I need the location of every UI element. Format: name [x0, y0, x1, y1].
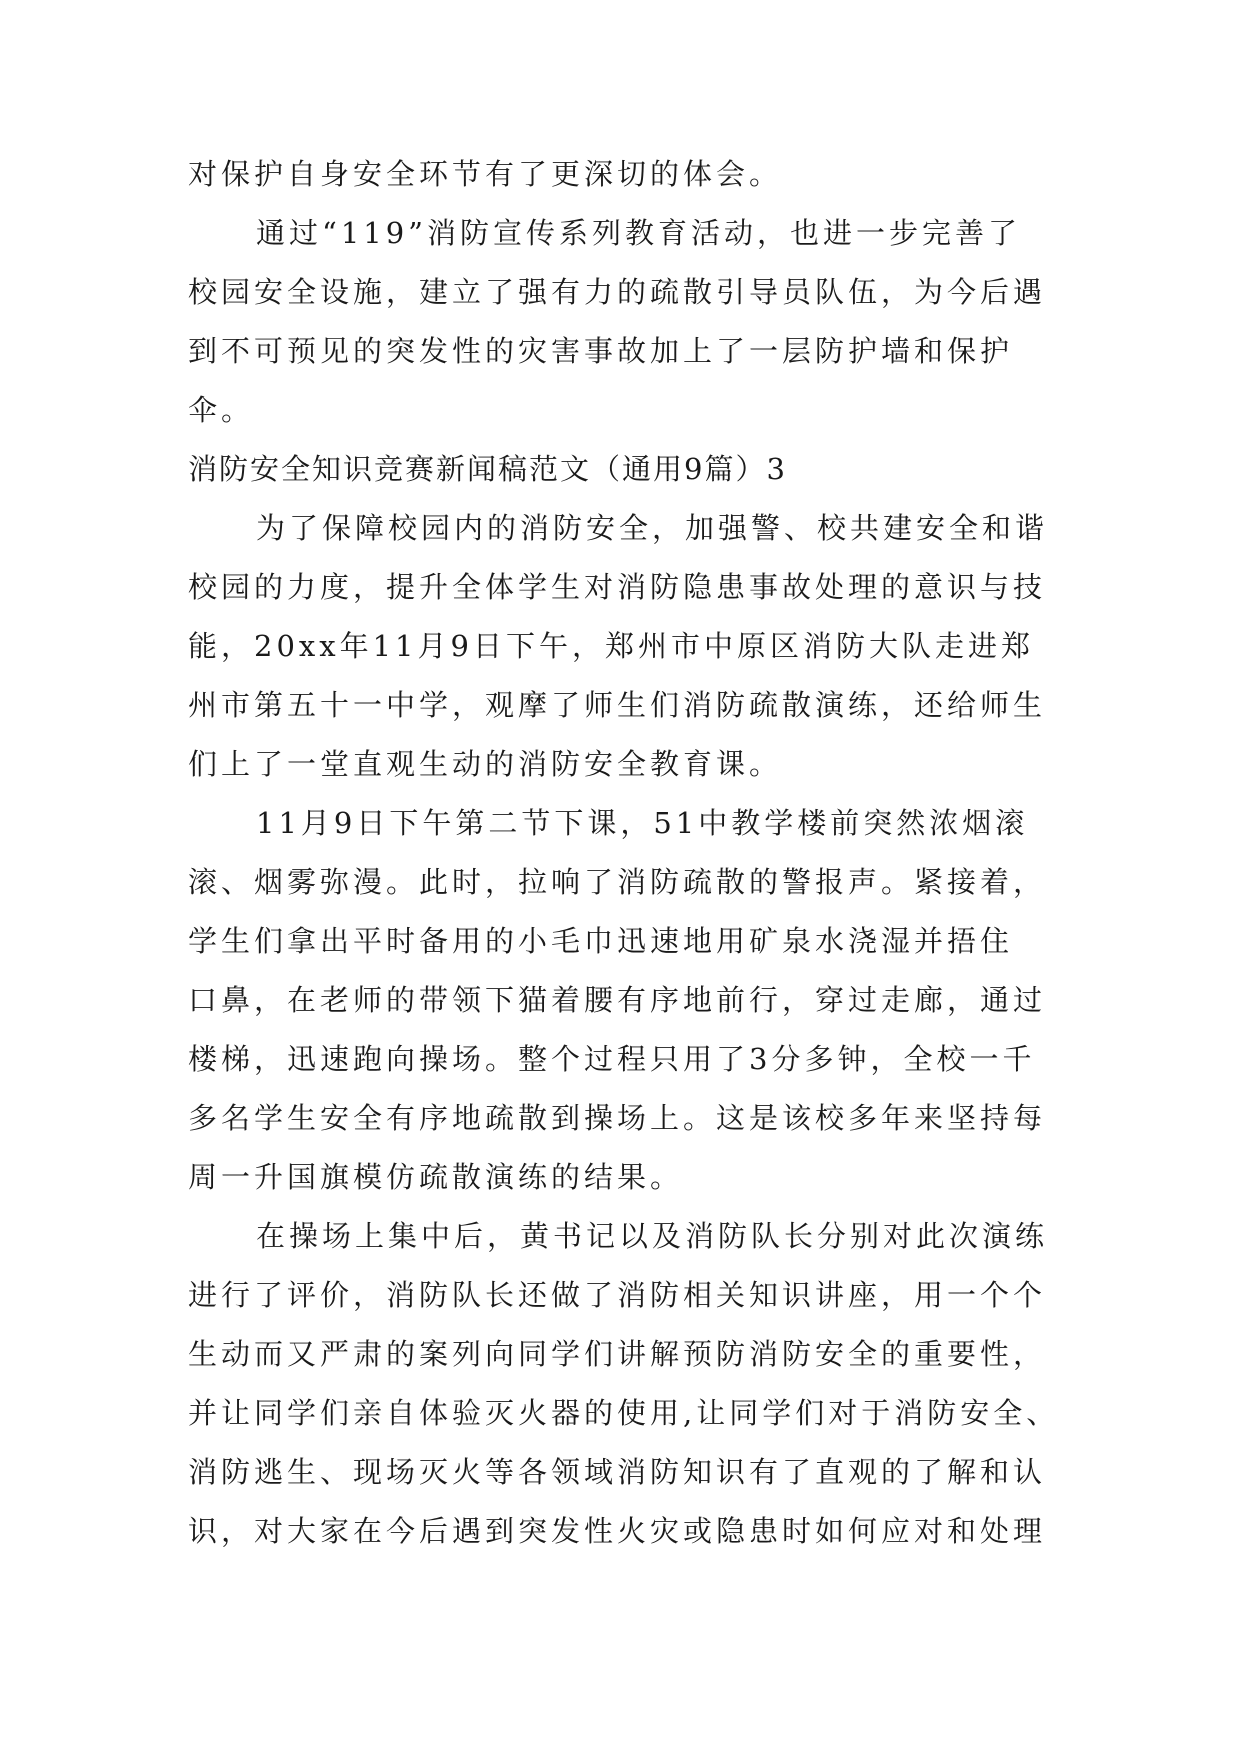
text-line: 滚、烟雾弥漫。此时，拉响了消防疏散的警报声。紧接着， — [188, 865, 1047, 899]
text-line: 伞。 — [188, 393, 255, 427]
text-line: 识，对大家在今后遇到突发性火灾或隐患时如何应对和处理 — [188, 1514, 1047, 1548]
text-line: 并让同学们亲自体验灭火器的使用,让同学们对于消防安全、 — [188, 1396, 1060, 1430]
text-line: 校园的力度，提升全体学生对消防隐患事故处理的意识与技 — [188, 570, 1047, 604]
text-line: 生动而又严肃的案列向同学们讲解预防消防安全的重要性， — [188, 1337, 1047, 1371]
text-line: 进行了评价，消防队长还做了消防相关知识讲座，用一个个 — [188, 1278, 1047, 1312]
paragraph-start-line: 通过“119”消防宣传系列教育活动，也进一步完善了 — [256, 216, 1022, 250]
text-line: 消防逃生、现场灭火等各领域消防知识有了直观的了解和认 — [188, 1455, 1047, 1489]
document-body — [188, 145, 1068, 1561]
text-line: 多名学生安全有序地疏散到操场上。这是该校多年来坚持每 — [188, 1101, 1047, 1135]
text-line: 能，20xx年11月9日下午，郑州市中原区消防大队走进郑 — [188, 629, 1034, 663]
paragraph-start-line: 11月9日下午第二节下课，51中教学楼前突然浓烟滚 — [256, 806, 1029, 840]
text-line: 楼梯，迅速跑向操场。整个过程只用了3分多钟，全校一千 — [188, 1042, 1036, 1076]
text-line: 们上了一堂直观生动的消防安全教育课。 — [188, 747, 783, 781]
text-line: 学生们拿出平时备用的小毛巾迅速地用矿泉水浇湿并捂住 — [188, 924, 1014, 958]
text-line: 对保护自身安全环节有了更深切的体会。 — [188, 157, 783, 191]
text-line: 州市第五十一中学，观摩了师生们消防疏散演练，还给师生 — [188, 688, 1047, 722]
section-heading: 消防安全知识竞赛新闻稿范文（通用9篇）3 — [188, 452, 787, 486]
paragraph-start-line: 为了保障校园内的消防安全，加强警、校共建安全和谐 — [256, 511, 1049, 545]
paragraph-start-line: 在操场上集中后，黄书记以及消防队长分别对此次演练 — [256, 1219, 1049, 1253]
text-line: 校园安全设施，建立了强有力的疏散引导员队伍，为今后遇 — [188, 275, 1047, 309]
text-line: 周一升国旗模仿疏散演练的结果。 — [188, 1160, 684, 1194]
text-line: 口鼻，在老师的带领下猫着腰有序地前行，穿过走廊，通过 — [188, 983, 1047, 1017]
text-line: 到不可预见的突发性的灾害事故加上了一层防护墙和保护 — [188, 334, 1014, 368]
